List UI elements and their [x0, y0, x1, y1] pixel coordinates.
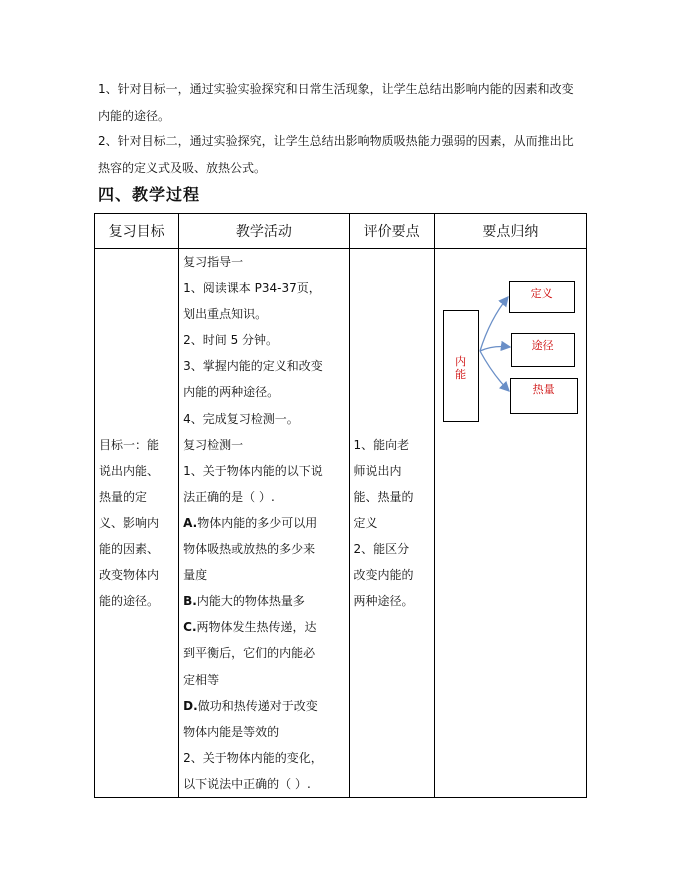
section-heading: 四、教学过程 [98, 185, 201, 204]
goal-line: 目标一：能 [99, 437, 160, 452]
activity-line: 2、关于物体内能的变化， [183, 750, 323, 765]
goal-cell [95, 249, 179, 798]
activity-line: 以下说法中正确的（ ）. [183, 776, 311, 791]
heat-box: 热量 [510, 378, 578, 414]
internal-energy-box [443, 310, 479, 422]
evaluation-line: 2、能区分 [353, 541, 410, 556]
definition-box: 定义 [509, 281, 575, 313]
activity-line: 1、阅读课本 P34-37页， [183, 281, 321, 296]
goal-line: 改变物体内 [99, 567, 160, 582]
activity-line: 物体内能是等效的 [183, 724, 280, 739]
header-evaluation: 评价要点 [349, 214, 434, 249]
intro-paragraph-2: 2、针对目标二，通过实验探究，让学生总结出影响物质吸热能力强弱的因素，从而推出比热容的定义式及吸、放热公式。 [98, 134, 574, 175]
activity-line: 划出重点知识。 [183, 307, 268, 322]
header-goal: 复习目标 [95, 214, 179, 249]
evaluation-line: 1、能向老 [353, 437, 410, 452]
goal-line: 义、影响内 [99, 515, 160, 530]
activity-line: 1、关于物体内能的以下说 [183, 463, 323, 478]
intro-paragraph-1: 1、针对目标一，通过实验实验探究和日常生活现象，让学生总结出影响内能的因素和改变内能的途径。 [98, 82, 574, 123]
evaluation-line: 师说出内 [353, 463, 402, 478]
header-summary: 要点归纳 [434, 214, 586, 249]
activity-line: 量度 [183, 568, 208, 583]
option-a-line: A.物体内能的多少可以用 [183, 515, 318, 530]
arrow-to-definition [480, 297, 508, 351]
option-b-line: B.内能大的物体热量多 [183, 594, 305, 609]
activity-line: 复习检测一 [183, 437, 244, 452]
activity-line: 2、时间 5 分钟。 [183, 333, 279, 348]
evaluation-line: 能、热量的 [353, 489, 414, 504]
goal-line: 能的因素、 [99, 541, 160, 556]
evaluation-line: 定义 [353, 515, 378, 530]
evaluation-line: 改变内能的 [353, 567, 414, 582]
arrow-to-way [480, 347, 510, 352]
header-activity: 教学活动 [179, 214, 349, 249]
activity-line: 3、掌握内能的定义和改变 [183, 359, 323, 374]
way-box: 途径 [511, 333, 575, 367]
activity-line: 复习指导一 [183, 255, 244, 269]
evaluation-line: 两种途径。 [353, 593, 414, 608]
activity-cell [179, 249, 349, 798]
goal-line: 热量的定 [99, 489, 148, 504]
activity-line: 物体吸热或放热的多少来 [183, 542, 316, 557]
activity-line: 4、完成复习检测一。 [183, 411, 299, 426]
internal-energy-label: 内 能 [455, 355, 467, 381]
summary-cell [434, 249, 586, 798]
arrow-to-heat [480, 351, 509, 391]
table-row [95, 249, 587, 798]
activity-line: 到平衡后，它们的内能必 [183, 646, 316, 661]
evaluation-cell [349, 249, 434, 798]
option-d-line: D.做功和热传递对于改变 [183, 698, 318, 713]
goal-line: 说出内能、 [99, 463, 160, 478]
activity-line: 定相等 [183, 672, 220, 687]
activity-line: 内能的两种途径。 [183, 385, 280, 400]
table-header-row [95, 214, 587, 249]
option-c-line: C.两物体发生热传递，达 [183, 620, 317, 635]
goal-line: 能的途径。 [99, 593, 160, 608]
teaching-process-table [94, 213, 587, 798]
activity-line: 法正确的是（ ）. [183, 489, 275, 504]
